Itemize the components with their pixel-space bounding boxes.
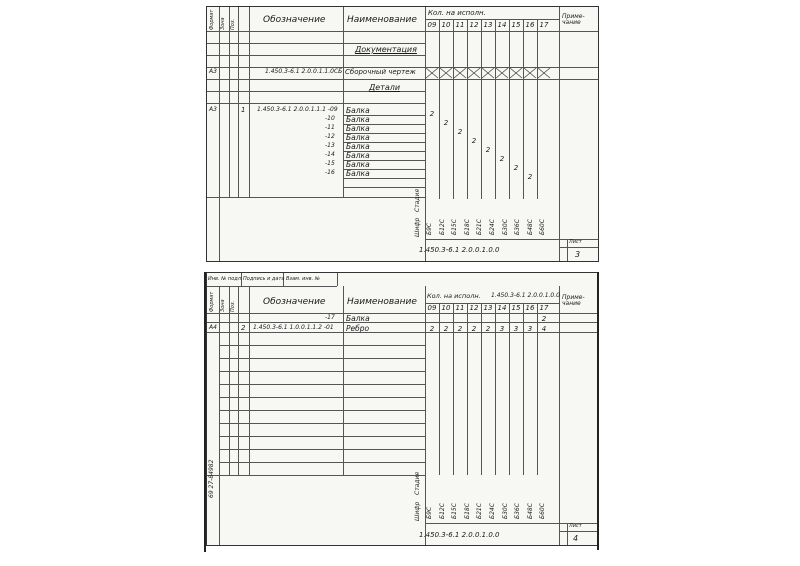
scan-edge-left: [204, 272, 206, 552]
cipher-code: Б12С: [438, 503, 446, 519]
section-documentation: Документация: [355, 45, 417, 54]
part-name: Балка: [346, 169, 370, 178]
doc-number: 1.450.3-6.1 2.0.0.1.0.0: [419, 531, 500, 539]
cipher-code: Б30С: [501, 503, 509, 519]
exec-col-16: 16: [525, 304, 535, 312]
exec-col-13: 13: [483, 304, 493, 312]
part-qty: 2: [485, 146, 491, 154]
exec-col-12: 12: [469, 304, 479, 312]
row-qty: 2: [541, 315, 547, 323]
cross-mark: [509, 67, 523, 79]
row-name: Балка: [346, 314, 370, 323]
part-qty: 2: [443, 119, 449, 127]
row-qty: 4: [541, 324, 547, 333]
doc-row-name: Сборочный чертеж: [345, 68, 416, 76]
cross-mark: [439, 67, 453, 79]
header-designation: Обозначение: [263, 15, 326, 25]
cipher-code: Б60С: [539, 503, 547, 519]
part-qty: 2: [499, 155, 505, 163]
header-kol: Кол. на исполн.: [427, 292, 481, 300]
row-pos: 2: [241, 323, 246, 332]
header-designation: Обозначение: [263, 297, 326, 307]
row-qty: 3: [527, 324, 533, 333]
part-name: Балка: [346, 160, 370, 169]
cipher-code: Б12С: [438, 219, 446, 235]
cipher-code: Б24С: [489, 503, 496, 519]
header-name: Наименование: [347, 297, 417, 307]
exec-col-11: 11: [455, 21, 465, 29]
header-zone: Зона: [220, 299, 226, 312]
header-format: Формат: [209, 291, 215, 312]
header-name: Наименование: [347, 15, 417, 25]
header-note: Приме-чание: [562, 13, 585, 26]
header-kol-ref: 1.450.3-6.1 2.0.0.1.0.0: [491, 292, 560, 299]
exec-col-17: 17: [539, 21, 549, 29]
cross-mark: [481, 67, 495, 79]
part-designation: -15: [325, 160, 335, 167]
cipher-code: Б18С: [463, 503, 471, 519]
part-designation: -12: [325, 133, 335, 140]
exec-col-12: 12: [469, 21, 479, 29]
exec-col-13: 13: [483, 21, 493, 29]
stamp-sign: Подпись и дата: [243, 276, 285, 282]
exec-col-11: 11: [455, 304, 465, 312]
cipher-code: Б36С: [514, 503, 522, 519]
margin-code: 69 27-84982: [208, 459, 215, 498]
cross-mark: [425, 67, 439, 79]
list-label: Лист: [569, 523, 582, 529]
part-name: Балка: [346, 115, 370, 124]
exec-col-10: 10: [441, 304, 451, 312]
stadia-label: Стадия: [414, 188, 421, 212]
exec-col-14: 14: [497, 304, 507, 312]
cipher-code: Б36С: [514, 219, 522, 235]
row-qty: 2: [485, 324, 491, 333]
header-kol: Кол. на исполн.: [428, 9, 486, 17]
part-name: Балка: [346, 124, 370, 133]
header-format: Формат: [209, 9, 215, 30]
cipher-code: Б9С: [426, 222, 433, 235]
exec-col-16: 16: [525, 21, 535, 29]
cross-mark: [537, 67, 551, 79]
doc-row-designation: 1.450.3-6.1 2.0.0.1.1.0СБ: [265, 68, 343, 75]
part-name: Балка: [346, 133, 370, 142]
row-name: Ребро: [346, 323, 370, 333]
part-designation: -13: [325, 142, 335, 149]
part-qty: 2: [471, 137, 477, 145]
header-pos: Поз.: [230, 300, 236, 312]
part-designation: 1.450.3-6.1 2.0.0.1.1.1 -09: [257, 106, 338, 113]
part-qty: 2: [429, 110, 435, 118]
cipher-code: Б15С: [451, 219, 459, 235]
cipher-code: Б15С: [451, 503, 459, 519]
part-pos: 1: [241, 106, 246, 114]
exec-col-10: 10: [441, 21, 451, 29]
doc-row-format: А3: [209, 68, 217, 75]
exec-col-15: 15: [511, 304, 521, 312]
cross-mark: [495, 67, 509, 79]
part-name: Балка: [346, 151, 370, 160]
stamp-replace: Взам. инв. №: [286, 276, 320, 282]
cipher-code: Б60С: [539, 219, 547, 235]
part-designation: -10: [325, 115, 335, 122]
cipher-code: Б21С: [476, 219, 484, 235]
cross-mark: [523, 67, 537, 79]
part-format: А3: [209, 106, 217, 113]
stamp-inv: Инв. № подл.: [208, 276, 243, 282]
row-qty: 3: [499, 324, 505, 333]
row-qty: 2: [457, 324, 463, 333]
exec-col-09: 09: [427, 21, 437, 29]
sheet-1: [206, 6, 599, 262]
section-parts: Детали: [369, 83, 401, 92]
cipher-code: Б9С: [426, 506, 433, 519]
part-name: Балка: [346, 142, 370, 151]
cipher-code: Б21С: [476, 503, 484, 519]
stadia-label: Стадия: [414, 471, 421, 495]
part-qty: 2: [527, 173, 533, 181]
doc-number: 1.450.3-6.1 2.0.0.1.0.0: [419, 246, 500, 254]
sheet-2: [206, 272, 599, 546]
row-qty: 2: [443, 324, 449, 333]
row-qty: 2: [429, 324, 435, 333]
cipher-code: Б30С: [501, 219, 509, 235]
page-number: 3: [575, 250, 581, 259]
cross-mark: [453, 67, 467, 79]
row-qty: 3: [513, 324, 519, 333]
part-name: Балка: [346, 106, 370, 115]
exec-col-17: 17: [539, 304, 549, 312]
row-format: А4: [209, 323, 217, 331]
list-label: Лист: [569, 239, 582, 245]
part-qty: 2: [513, 164, 519, 172]
cipher-label: Шифр: [414, 501, 421, 521]
exec-col-15: 15: [511, 21, 521, 29]
cipher-code: Б18С: [463, 219, 471, 235]
page-number: 4: [573, 534, 579, 543]
part-qty: 2: [457, 128, 463, 136]
cipher-code: Б24С: [489, 219, 496, 235]
cipher-code: Б48С: [526, 219, 534, 235]
exec-col-14: 14: [497, 21, 507, 29]
exec-col-09: 09: [427, 304, 437, 312]
row-qty: 2: [471, 324, 477, 333]
header-pos: Поз.: [230, 18, 236, 30]
row-designation: -17: [325, 314, 335, 321]
part-designation: -16: [325, 169, 335, 176]
scan-edge-right: [597, 272, 599, 550]
cipher-label: Шифр: [414, 217, 421, 237]
header-note: Приме-чание: [562, 294, 585, 307]
cross-mark: [467, 67, 481, 79]
row-designation: 1.450.3-6.1 1.0.0.1.1.2 -01: [253, 323, 334, 331]
cipher-code: Б48С: [526, 503, 534, 519]
part-designation: -11: [325, 124, 335, 131]
header-zone: Зона: [220, 17, 226, 30]
part-designation: -14: [325, 151, 335, 158]
